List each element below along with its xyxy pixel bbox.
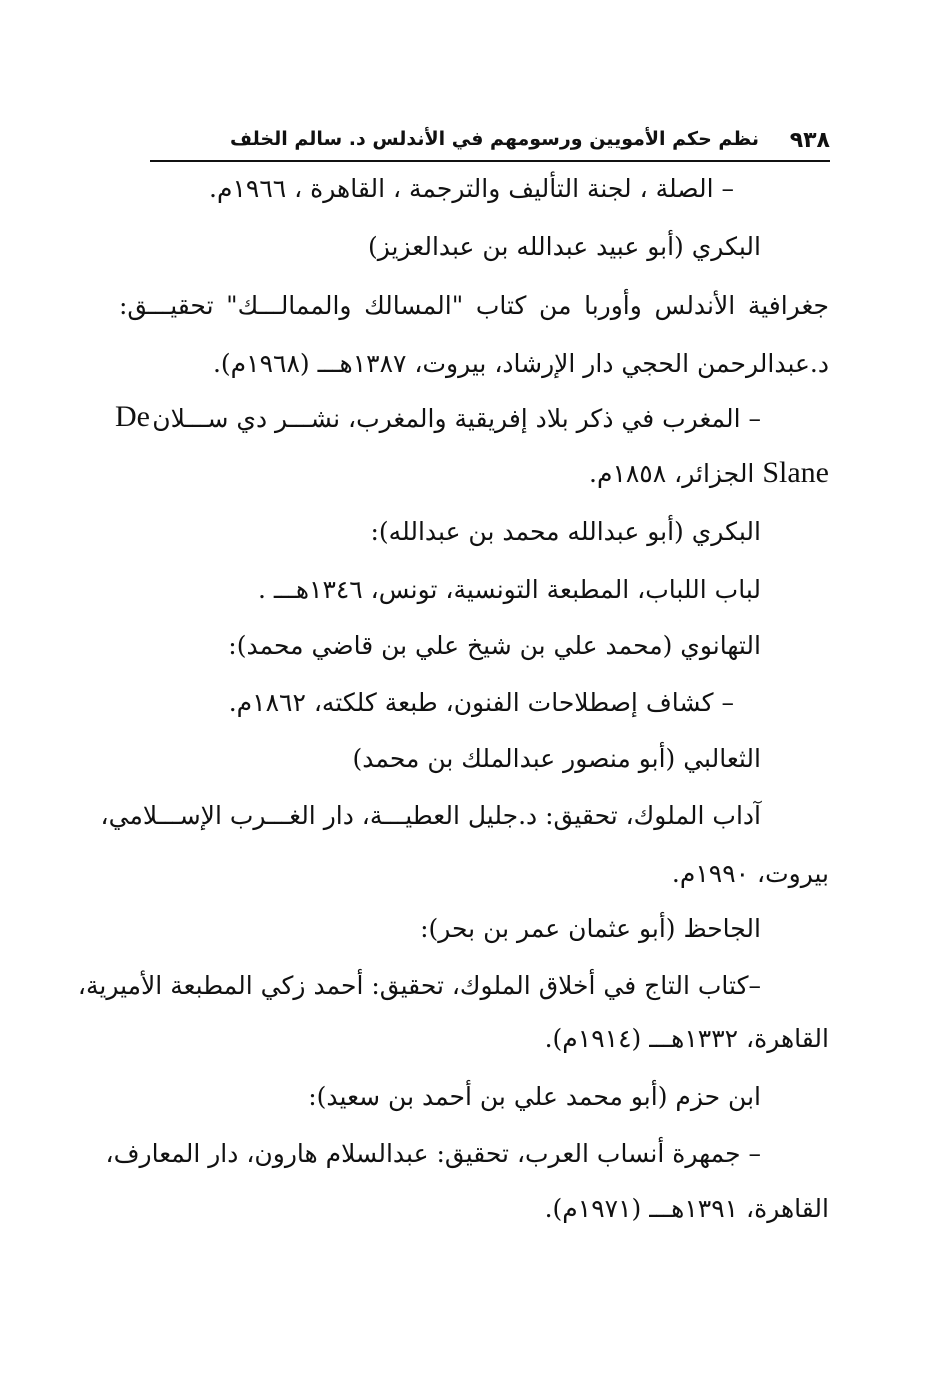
bibliography-line: ابن حزم (أبو محمد علي بن أحمد بن سعيد):: [308, 1082, 761, 1111]
bibliography-line: البكري (أبو عبيد عبدالله بن عبدالعزيز): [367, 232, 761, 261]
bibliography-line: بيروت، ١٩٩٠م.: [671, 859, 829, 888]
latin-text: De: [115, 400, 150, 433]
bibliography-line: د.عبدالرحمن الحجي دار الإرشاد، بيروت، ١٣٨٧هـــ (١٩٦٨م).: [212, 349, 829, 378]
bibliography-line-latin: [115, 400, 150, 435]
bibliography-line: التهانوي (محمد علي بن شيخ علي بن قاضي محمد):: [228, 631, 761, 660]
bibliography-line: الجاحظ (أبو عثمان عمر بن بحر):: [420, 914, 761, 943]
bibliography-line: – الصلة ، لجنة التأليف والترجمة ، القاهرة ، ١٩٦٦م.: [209, 174, 734, 203]
bibliography-line: الثعالبي (أبو منصور عبدالملك بن محمد): [352, 744, 761, 773]
bibliography-line: جغرافية الأندلس وأوربا من كتاب "المسالك والممالـــك" تحقيـــق:: [119, 291, 829, 320]
bibliography-line: القاهرة، ١٣٣٢هـــ (١٩١٤م).: [544, 1024, 829, 1053]
bibliography-line: [589, 456, 829, 491]
bibliography-line: لباب اللباب، المطبعة التونسية، تونس، ١٣٤٦هـــ .: [257, 575, 761, 604]
page-number: ٩٣٨: [789, 128, 830, 153]
bibliography-line: البكري (أبو عبدالله محمد بن عبدالله):: [370, 517, 761, 546]
bibliography-line: القاهرة، ١٣٩١هـــ (١٩٧١م).: [544, 1194, 829, 1223]
bibliography-line: آداب الملوك، تحقيق: د.جليل العطيـــة، دار الغـــرب الإســـلامي،: [100, 801, 761, 830]
bibliography-line: – جمهرة أنساب العرب، تحقيق: عبدالسلام هارون، دار المعارف،: [105, 1139, 761, 1168]
bibliography-line: – كشاف إصطلاحات الفنون، طبعة كلكته، ١٨٦٢م.: [228, 688, 734, 717]
latin-text: Slane: [762, 456, 829, 489]
bibliography-line-text: الجزائر، ١٨٥٨م.: [589, 459, 755, 488]
running-title: نظم حكم الأمويين ورسومهم في الأندلس د. سالم الخلف: [230, 128, 759, 150]
bibliography-line: – المغرب في ذكر بلاد إفريقية والمغرب، نشـــر دي ســـلان: [152, 404, 761, 433]
bibliography-line: –كتاب التاج في أخلاق الملوك، تحقيق: أحمد زكي المطبعة الأميرية،: [77, 971, 761, 1000]
